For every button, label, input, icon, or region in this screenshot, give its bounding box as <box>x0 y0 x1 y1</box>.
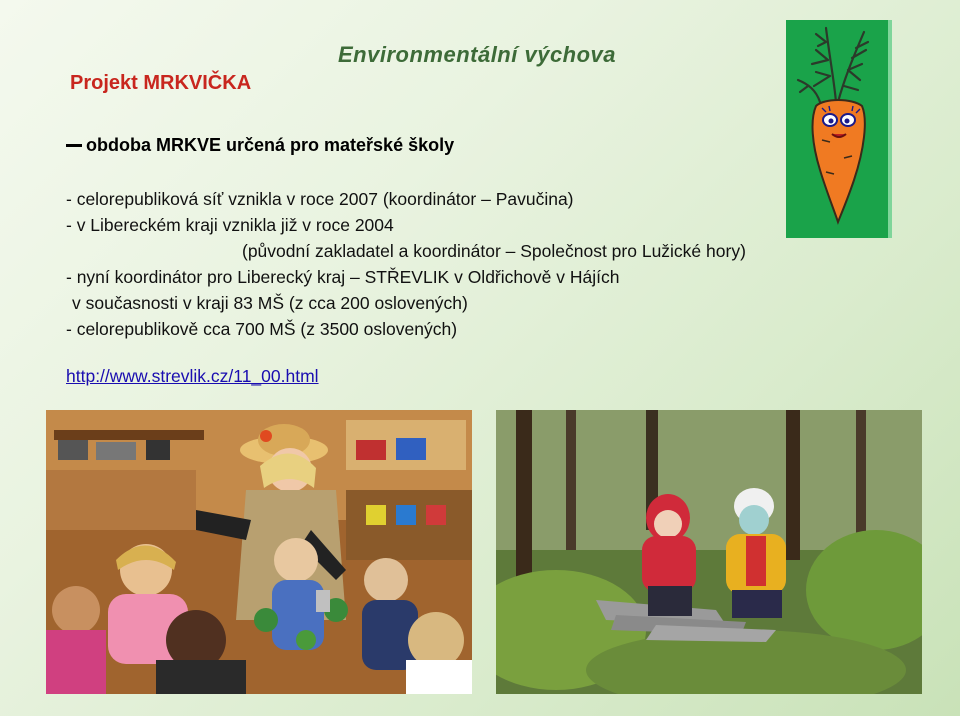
list-item: v současnosti v kraji 83 MŠ (z cca 200 oslovených) <box>72 293 468 313</box>
strevlik-link[interactable]: http://www.strevlik.cz/11_00.html <box>66 366 319 386</box>
section-heading-text: obdoba MRKVE určená pro mateřské školy <box>86 135 455 155</box>
list-item: (původní zakladatel a koordinátor – Společnost pro Lužické hory) <box>242 241 746 261</box>
list-item: - v Libereckém kraji vznikla již v roce 2004 <box>66 215 394 235</box>
list-item: - celorepubliková síť vznikla v roce 2007 (koordinátor – Pavučina) <box>66 189 574 209</box>
list-item: - nyní koordinátor pro Liberecký kraj – STŘEVLIK v Oldřichově v Hájích <box>66 267 620 287</box>
dash-bullet <box>66 144 82 147</box>
children-in-forest-photo <box>496 410 922 694</box>
kindergarten-classroom-photo <box>46 410 472 694</box>
slide-title: Projekt MRKVIČKA <box>70 72 252 94</box>
slide-subtitle: Environmentální výchova <box>338 42 617 67</box>
section-heading <box>66 135 454 156</box>
list-item: - celorepublikově cca 700 MŠ (z 3500 oslovených) <box>66 319 458 339</box>
bullet-list <box>66 186 886 342</box>
